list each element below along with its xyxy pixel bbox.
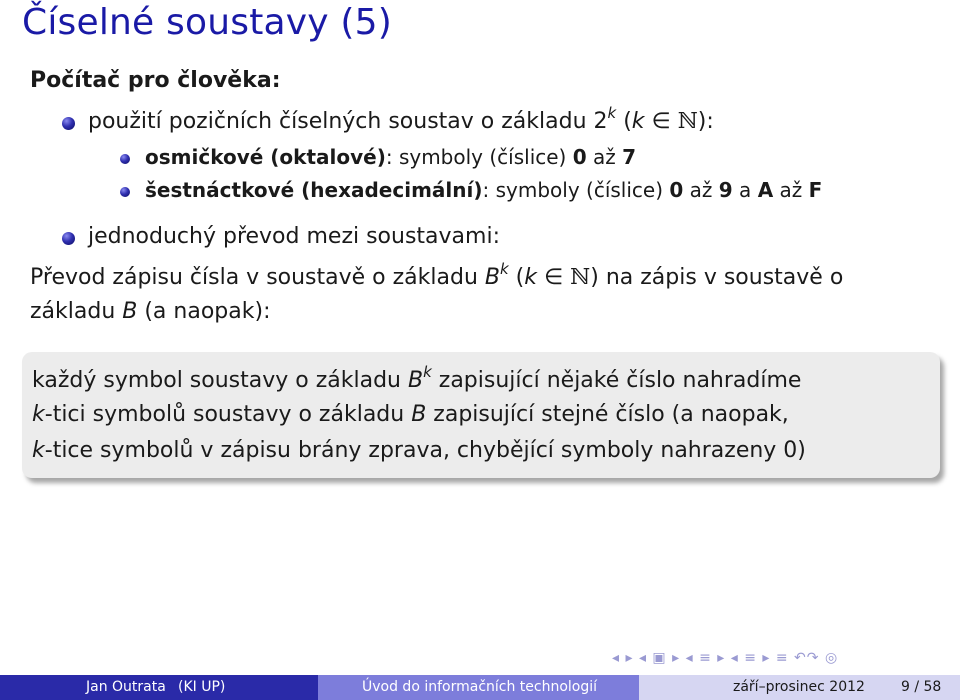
sub-bullet-ball-icon (120, 154, 130, 164)
var-k: k (524, 265, 537, 290)
digit-value: 0 (669, 178, 684, 202)
block-text: -tici symbolů soustavy o základu (44, 402, 412, 427)
var-k: k (631, 109, 645, 134)
sub-text: : symboly (číslice) (385, 145, 573, 169)
var-k: k (32, 402, 45, 427)
footer-course: Úvod do informačních technologií (362, 679, 598, 695)
paragraph-line-1 (30, 259, 844, 290)
para-text: ) na zápis v soustavě o (590, 265, 844, 290)
block-line-2 (32, 402, 789, 427)
block-text: -tice symbolů v zápisu brány zprava, chybějící symboly nahrazeny 0) (44, 438, 806, 463)
footer-page-number: 9 / 58 (901, 679, 942, 695)
exponent-k: k (499, 259, 509, 278)
paren-open: ( (508, 265, 525, 290)
paren-open: ( (616, 109, 632, 134)
para-text: (a naopak): (137, 299, 271, 324)
block-line-3 (32, 438, 806, 463)
para-text: základu (30, 299, 123, 324)
digit-value: A (757, 178, 774, 202)
sub-item-hexadecimal (145, 178, 822, 202)
bullet-item-positional-systems (88, 103, 714, 134)
digit-value: 9 (718, 178, 733, 202)
var-k: k (32, 438, 45, 463)
bullet-item-conversion: jednoduchý převod mezi soustavami: (88, 224, 500, 249)
var-B: B (122, 299, 138, 324)
exponent-k: k (607, 103, 617, 122)
naturals-symbol: ℕ (570, 265, 591, 290)
bullet-ball-icon (62, 117, 75, 130)
highlight-block (22, 352, 940, 478)
footer-author-section (0, 675, 318, 700)
digit-value: F (808, 178, 823, 202)
sub-text: až (586, 145, 623, 169)
hex-label: šestnáctkové (hexadecimální) (145, 178, 483, 202)
sub-bullet-ball-icon (120, 187, 130, 197)
block-text: zapisující stejné číslo (a naopak, (426, 402, 789, 427)
sub-text: a (732, 178, 758, 202)
paragraph-line-2 (30, 299, 270, 324)
block-line-1 (32, 362, 802, 393)
sub-text: : symboly (číslice) (482, 178, 670, 202)
para-text: Převod zápisu čísla v soustavě o základu (30, 265, 485, 290)
naturals-symbol: ℕ (677, 109, 698, 134)
footer (0, 675, 960, 700)
block-text: každý symbol soustavy o základu (32, 368, 408, 393)
digit-value: 7 (622, 145, 637, 169)
octal-label: osmičkové (oktalové) (145, 145, 386, 169)
section-heading: Počítač pro člověka: (30, 68, 281, 93)
beamer-navigation-icons[interactable]: ◂ ▸ ◂ ▣ ▸ ◂ ≡ ▸ ◂ ≡ ▸ ≡ ↶↷ ◎ (612, 650, 839, 666)
var-B: B (484, 265, 500, 290)
sub-text: až (773, 178, 809, 202)
var-B: B (408, 368, 424, 393)
element-of-symbol: ∈ (537, 265, 571, 290)
paren-close: ): (697, 109, 714, 134)
block-text: zapisující nějaké číslo nahradíme (431, 368, 802, 393)
footer-course-section (318, 675, 639, 700)
exponent-k: k (423, 362, 432, 381)
element-of-symbol: ∈ (644, 109, 678, 134)
bullet-text: použití pozičních číselných soustav o základu 2 (88, 109, 608, 134)
footer-date-section (639, 675, 960, 700)
sub-text: až (683, 178, 719, 202)
footer-date: září–prosinec 2012 (733, 679, 865, 695)
digit-value: 0 (572, 145, 587, 169)
slide-title: Číselné soustavy (5) (22, 2, 393, 43)
footer-institute: (KI UP) (178, 679, 226, 695)
sub-item-octal (145, 145, 636, 169)
footer-author: Jan Outrata (86, 679, 166, 695)
bullet-ball-icon (62, 232, 75, 245)
var-B: B (411, 402, 427, 427)
